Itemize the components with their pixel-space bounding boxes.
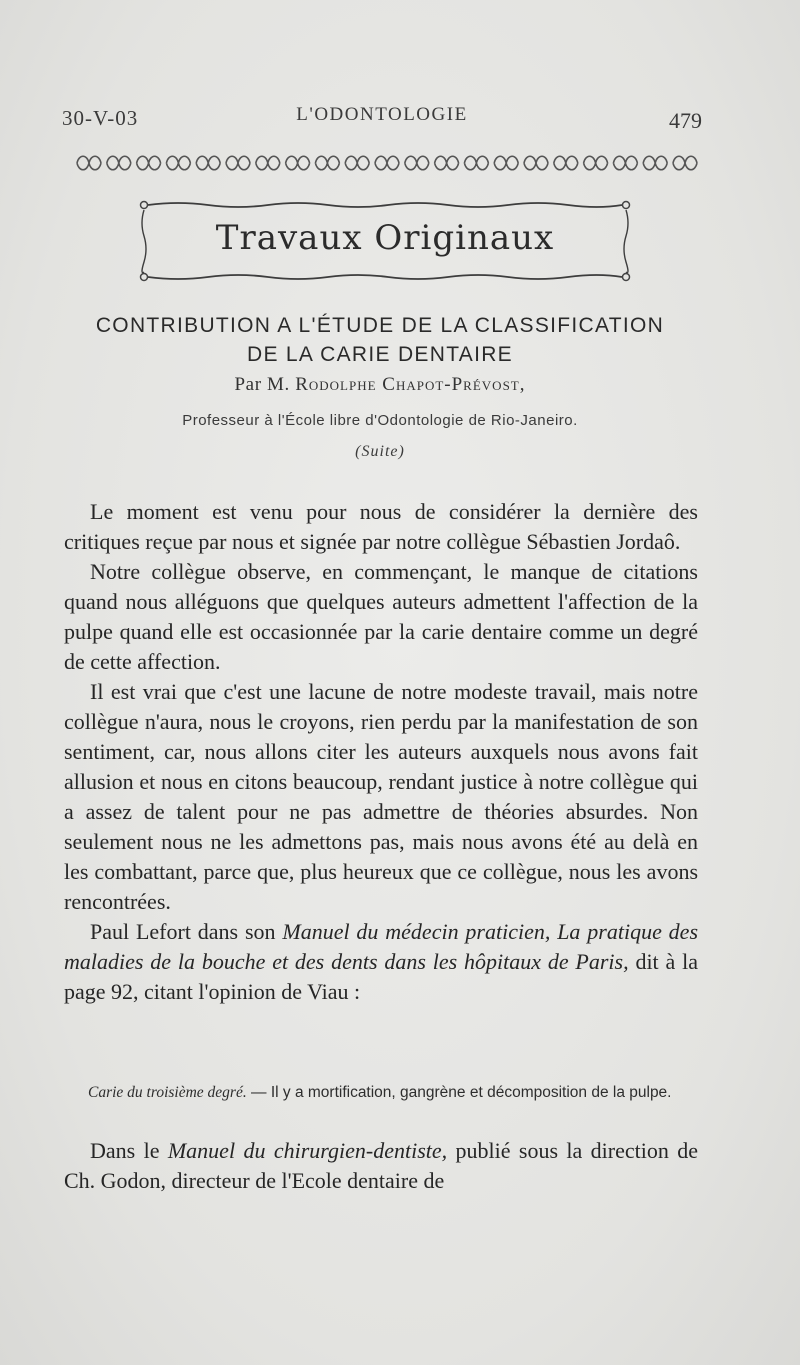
ornament-knot [673,156,697,170]
book-title-godon: Manuel du chirurgien-dentiste, [167,1138,448,1163]
section-banner [138,198,632,284]
article-body [64,497,698,1007]
ornament-knot [464,156,488,170]
paragraph-5-lead: Dans le [90,1138,168,1163]
ornament-knot [77,156,101,170]
byline [60,374,700,396]
ornament-knot [166,156,190,170]
ornament-knot [256,156,280,170]
ornament-knot [584,156,608,170]
ornament-knot [524,156,548,170]
ornament-knot [137,156,161,170]
paragraph-5-tail: publié sous la direction de Ch. Godon, directeur de l'Ecole dentaire de [64,1138,698,1193]
paragraph-5 [64,1136,698,1196]
paragraph-4-lead: Paul Lefort dans son [90,919,283,944]
ornament-knot [375,156,399,170]
running-header [62,100,702,134]
ornament-knot [554,156,578,170]
quote-text: — Il y a mortification, gangrène et décomposition de la pulpe. [246,1084,672,1101]
continued-marker: (Suite) [355,443,405,460]
ornament-knot [405,156,429,170]
section-title: Travaux Originaux [215,218,555,258]
author-affiliation: Professeur à l'École libre d'Odontologie de Rio-Janeiro. [182,412,578,429]
paragraph-3: Il est vrai que c'est une lacune de notre modeste travail, mais notre collègue n'aura, nous le croyons, rien perdu par la manifestation de son sentiment, car, nous allons citer les auteurs auxquels nous avons fait allusion et nous en citons beaucoup, rendant justice à notre collègue qui a assez de talent pour ne pas admettre de théories absurdes. Non seulement nous ne les admettons pas, mais nous avons été au delà en les combattant, parce que, plus heureux que ce collègue, nous les avons rencontrées. [64,679,698,914]
ornament-knot [226,156,250,170]
article-title-line-2: DE LA CARIE DENTAIRE [246,343,513,366]
journal-title: L'ODONTOLOGIE [296,104,468,125]
book-title-lefort: Manuel du médecin praticien, La pratique des maladies de la bouche et des dents dans les hôpitaux de Paris, [64,919,699,974]
ornament-knot [315,156,339,170]
ornament-knot [107,156,131,170]
page-number: 479 [669,108,702,133]
paragraph-2: Notre collègue observe, en commençant, le manque de citations quand nous alléguons que quelques auteurs admettent l'affection de la pulpe quand elle est occasionnée par la carie dentaire comme un degré de cette affection. [64,559,698,674]
ornament-knot [196,156,220,170]
paragraph-4-tail: dit à la page 92, citant l'opinion de Viau : [64,949,698,1004]
ornament-knot [435,156,459,170]
article-title [60,311,700,369]
quote-heading: Carie du troisième degré. [88,1084,247,1101]
ornament-knot [345,156,369,170]
ornament-knot [494,156,518,170]
author-name: Rodolphe Chapot-Prévost, [295,374,526,395]
article-title-line-1: CONTRIBUTION A L'ÉTUDE DE LA CLASSIFICATION [95,314,665,337]
block-quote [64,1082,698,1104]
issue-date: 30-V-03 [62,106,139,130]
byline-prefix: Par M. [234,374,290,395]
paragraph-4 [64,917,698,1007]
paragraph-1: Le moment est venu pour nous de considérer la dernière des critiques reçue par nous et signée par notre collègue Sébastien Jordaô. [64,499,698,554]
article-body-continued [64,1136,698,1196]
ornament-knot [613,156,637,170]
ornament-knot [643,156,667,170]
ornament-band [75,150,701,176]
ornament-knot [286,156,310,170]
